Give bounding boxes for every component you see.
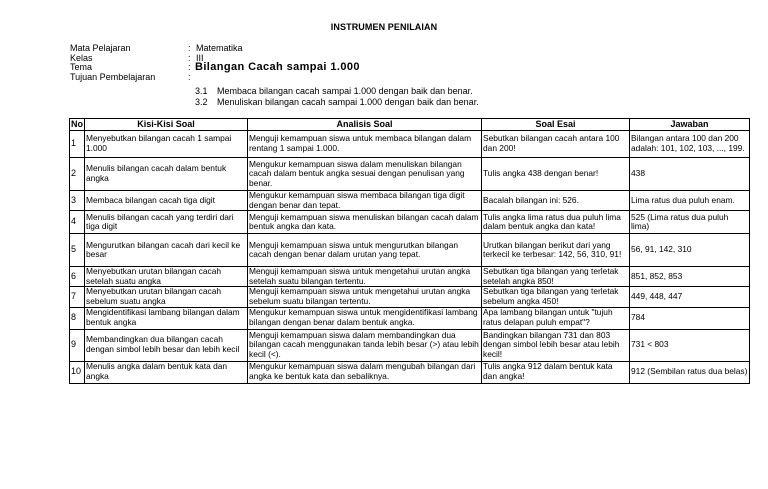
row-number: 9 <box>70 329 85 361</box>
meta-label: Tujuan Pembelajaran <box>70 71 156 82</box>
cell-analysis: Mengukur kemampuan siswa dalam menuliskan bilangan cacah dalam bentuk angka sesuai dengan penulisan yang benar. <box>248 158 482 191</box>
goal-number: 3.1 <box>195 86 208 96</box>
row-number: 8 <box>70 307 85 329</box>
cell-grid: Membandingkan dua bilangan cacah dengan simbol lebih besar dan lebih kecil <box>85 329 248 361</box>
meta-colon: : <box>188 62 191 72</box>
column-header-essay: Soal Esai <box>482 119 630 131</box>
goal-text: Membaca bilangan cacah sampai 1.000 dengan baik dan benar. <box>217 86 473 96</box>
meta-row-subject <box>70 44 360 54</box>
row-number: 2 <box>70 158 85 191</box>
column-header-grid: Kisi-Kisi Soal <box>85 119 248 131</box>
cell-answer: 438 <box>630 158 750 191</box>
cell-essay: Sebutkan tiga bilangan yang terletak setelah angka 850! <box>482 267 630 287</box>
cell-analysis: Menguji kemampuan siswa dalam membandingkan dua bilangan cacah menggunakan tanda lebih besar (>) atau lebih kecil (<). <box>248 329 482 361</box>
row-number: 3 <box>70 191 85 211</box>
cell-analysis: Menguji kemampuan siswa untuk membaca bilangan dalam rentang 1 sampai 1.000. <box>248 131 482 158</box>
meta-colon: : <box>188 71 191 82</box>
cell-essay: Urutkan bilangan berikut dari yang terkecil ke terbesar: 142, 56, 310, 91! <box>482 234 630 267</box>
cell-essay: Sebutkan tiga bilangan yang terletak sebelum angka 450! <box>482 287 630 307</box>
cell-analysis: Menguji kemampuan siswa untuk mengetahui urutan angka setelah suatu bilangan tertentu. <box>248 267 482 287</box>
row-number: 7 <box>70 287 85 307</box>
cell-grid: Mengidentifikasi lambang bilangan dalam bentuk angka <box>85 307 248 329</box>
row-number: 5 <box>70 234 85 267</box>
meta-label: Tema <box>70 62 93 72</box>
cell-answer: 784 <box>630 307 750 329</box>
cell-essay: Bacalah bilangan ini: 526. <box>482 191 630 211</box>
cell-answer: 449, 448, 447 <box>630 287 750 307</box>
cell-grid: Menulis bilangan cacah yang terdiri dari tiga digit <box>85 211 248 234</box>
learning-goals <box>195 86 479 108</box>
cell-answer: 525 (Lima ratus dua puluh lima) <box>630 211 750 234</box>
table-row <box>70 267 750 287</box>
cell-answer: 731 < 803 <box>630 329 750 361</box>
table-row <box>70 287 750 307</box>
meta-value-theme: Bilangan Cacah sampai 1.000 <box>195 61 360 73</box>
table-row <box>70 191 750 211</box>
cell-essay: Tulis angka 912 dalam bentuk kata dan angka! <box>482 361 630 383</box>
row-number: 10 <box>70 361 85 383</box>
meta-row-goals <box>70 73 360 83</box>
table-row <box>70 329 750 361</box>
cell-grid: Menyebutkan urutan bilangan cacah sebelum suatu angka <box>85 287 248 307</box>
table-header-row <box>70 119 750 131</box>
cell-analysis: Menguji kemampuan siswa menuliskan bilangan cacah dalam bentuk angka dan kata. <box>248 211 482 234</box>
cell-grid: Mengurutkan bilangan cacah dari kecil ke besar <box>85 234 248 267</box>
row-number: 1 <box>70 131 85 158</box>
cell-analysis: Mengukur kemampuan siswa dalam mengubah bilangan dari angka ke bentuk kata dan sebaliknya. <box>248 361 482 383</box>
meta-value <box>194 73 196 83</box>
meta-label: Mata Pelajaran <box>70 43 131 53</box>
goal-item <box>195 86 479 97</box>
meta-label: Kelas <box>70 52 93 63</box>
table-row <box>70 307 750 329</box>
meta-value: Matematika <box>196 43 243 53</box>
table-body <box>70 131 750 384</box>
row-number: 4 <box>70 211 85 234</box>
goal-number: 3.2 <box>195 97 208 107</box>
cell-analysis: Menguji kemampuan siswa untuk mengurutkan bilangan cacah dengan benar dalam urutan yang tepat. <box>248 234 482 267</box>
table-row <box>70 131 750 158</box>
document-title: INSTRUMEN PENILAIAN <box>330 22 438 32</box>
meta-colon: : <box>188 43 191 53</box>
cell-answer: 851, 852, 853 <box>630 267 750 287</box>
meta-colon: : <box>188 52 191 63</box>
column-header-analysis: Analisis Soal <box>248 119 482 131</box>
cell-essay: Bandingkan bilangan 731 dan 803 dengan simbol lebih besar atau lebih kecil! <box>482 329 630 361</box>
cell-essay: Tulis angka 438 dengan benar! <box>482 158 630 191</box>
row-number: 6 <box>70 267 85 287</box>
meta-block <box>70 44 360 82</box>
cell-grid: Menulis angka dalam bentuk kata dan angka <box>85 361 248 383</box>
cell-analysis: Menguji kemampuan siswa untuk mengetahui urutan angka sebelum suatu bilangan tertentu. <box>248 287 482 307</box>
table-row <box>70 234 750 267</box>
cell-grid: Menulis bilangan cacah dalam bentuk angka <box>85 158 248 191</box>
cell-answer: 912 (Sembilan ratus dua belas) <box>630 361 750 383</box>
cell-grid: Menyebutkan bilangan cacah 1 sampai 1.000 <box>85 131 248 158</box>
cell-grid: Menyebutkan urutan bilangan cacah setelah suatu angka <box>85 267 248 287</box>
cell-essay: Apa lambang bilangan untuk "tujuh ratus delapan puluh empat"? <box>482 307 630 329</box>
table-row <box>70 158 750 191</box>
cell-answer: Bilangan antara 100 dan 200 adalah: 101, 102, 103, ..., 199. <box>630 131 750 158</box>
column-header-answer: Jawaban <box>630 119 750 131</box>
goal-text: Menuliskan bilangan cacah sampai 1.000 dengan baik dan benar. <box>217 97 479 107</box>
cell-analysis: Mengukur kemampuan siswa untuk mengidentifikasi lambang bilangan dengan benar dalam bentuk angka. <box>248 307 482 329</box>
cell-answer: 56, 91, 142, 310 <box>630 234 750 267</box>
goal-item <box>195 97 479 108</box>
column-header-no: No <box>71 118 83 129</box>
assessment-table <box>69 118 750 384</box>
cell-essay: Sebutkan bilangan cacah antara 100 dan 200! <box>482 131 630 158</box>
cell-essay: Tulis angka lima ratus dua puluh lima dalam bentuk angka dan kata! <box>482 211 630 234</box>
cell-analysis: Mengukur kemampuan siswa membaca bilangan tiga digit dengan benar dan tepat. <box>248 191 482 211</box>
cell-grid: Membaca bilangan cacah tiga digit <box>85 191 248 211</box>
cell-answer: Lima ratus dua puluh enam. <box>630 191 750 211</box>
table-row <box>70 211 750 234</box>
table-row <box>70 361 750 383</box>
meta-value: III <box>196 52 204 63</box>
